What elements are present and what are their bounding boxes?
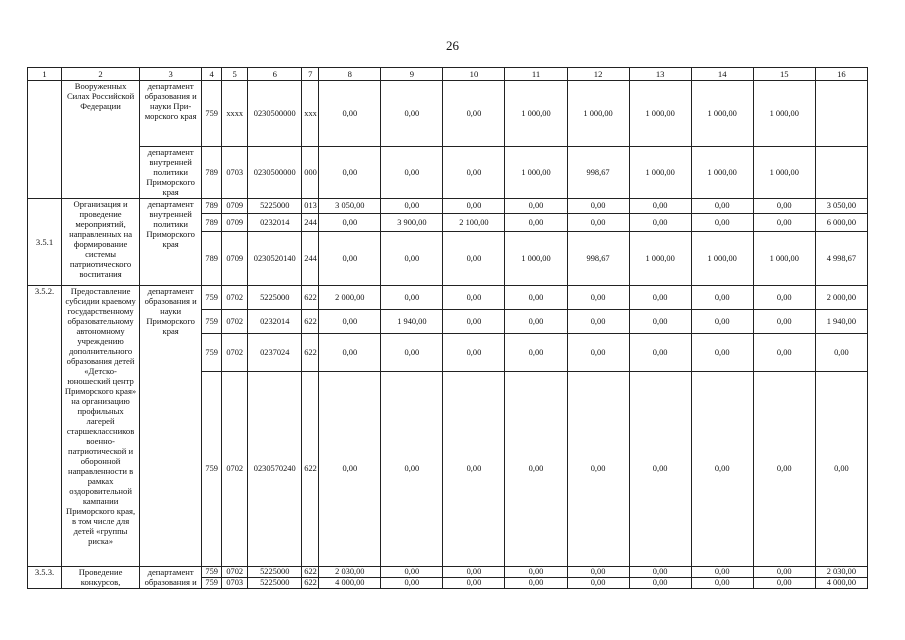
header-cell-11: 11: [505, 68, 567, 81]
header-cell-4: 4: [202, 68, 222, 81]
cell-grbs: 789: [202, 232, 222, 286]
cell-amount-8: 0,00: [319, 310, 381, 334]
cell-amount-9: 0,00: [381, 232, 443, 286]
cell-amount-15: 0,00: [753, 578, 815, 589]
cell-amount-9: 0,00: [381, 372, 443, 567]
cell-amount-10: 0,00: [443, 286, 505, 310]
cell-rzpr: 0702: [222, 310, 248, 334]
cell-rzpr: 0703: [222, 147, 248, 199]
row-name-cell: Вооруженных Силах Российской Федерации: [62, 81, 140, 199]
cell-amount-14: 0,00: [691, 334, 753, 372]
cell-amount-12: 0,00: [567, 310, 629, 334]
cell-rzpr: 0703: [222, 578, 248, 589]
cell-amount-13: 0,00: [629, 214, 691, 232]
header-cell-15: 15: [753, 68, 815, 81]
header-cell-3: 3: [140, 68, 202, 81]
cell-amount-12: 0,00: [567, 286, 629, 310]
cell-grbs: 789: [202, 147, 222, 199]
header-cell-13: 13: [629, 68, 691, 81]
cell-amount-9: 0,00: [381, 81, 443, 147]
cell-vr: 013: [302, 199, 319, 214]
cell-amount-12: 0,00: [567, 199, 629, 214]
cell-amount-10: 0,00: [443, 310, 505, 334]
cell-amount-9: 0,00: [381, 334, 443, 372]
cell-amount-8: 3 050,00: [319, 199, 381, 214]
cell-csr: 0230500000: [248, 81, 302, 147]
table-row: [28, 567, 868, 578]
cell-amount-13: 1 000,00: [629, 81, 691, 147]
row-name-cell: Проведение конкурсов,: [62, 567, 140, 589]
cell-vr: 244: [302, 214, 319, 232]
cell-vr: 000: [302, 147, 319, 199]
header-cell-10: 10: [443, 68, 505, 81]
cell-vr: xxx: [302, 81, 319, 147]
cell-amount-13: 0,00: [629, 578, 691, 589]
cell-amount-11: 1 000,00: [505, 147, 567, 199]
cell-amount-13: 0,00: [629, 334, 691, 372]
cell-amount-11: 0,00: [505, 310, 567, 334]
cell-amount-10: 0,00: [443, 199, 505, 214]
cell-rzpr: 0702: [222, 372, 248, 567]
cell-amount-14: 0,00: [691, 567, 753, 578]
cell-csr: 5225000: [248, 286, 302, 310]
row-number-cell: 3.5.3.: [28, 567, 62, 589]
cell-amount-9: 3 900,00: [381, 214, 443, 232]
cell-amount-8: 0,00: [319, 372, 381, 567]
cell-rzpr: 0709: [222, 199, 248, 214]
cell-amount-11: 0,00: [505, 214, 567, 232]
cell-amount-13: 0,00: [629, 286, 691, 310]
cell-amount-11: 1 000,00: [505, 232, 567, 286]
cell-vr: 622: [302, 310, 319, 334]
cell-amount-14: 0,00: [691, 578, 753, 589]
row-name-cell: Организация и проведение мероприятий, направленных на формирование системы патриотического воспитания: [62, 199, 140, 286]
header-cell-7: 7: [302, 68, 319, 81]
table-row: [28, 147, 868, 199]
cell-amount-11: 0,00: [505, 578, 567, 589]
cell-amount-12: 0,00: [567, 578, 629, 589]
cell-amount-16: 2 000,00: [815, 286, 867, 310]
cell-grbs: 789: [202, 214, 222, 232]
cell-amount-11: 0,00: [505, 334, 567, 372]
table-row: [28, 81, 868, 147]
cell-amount-15: 0,00: [753, 334, 815, 372]
cell-amount-10: 0,00: [443, 578, 505, 589]
cell-amount-15: 0,00: [753, 214, 815, 232]
cell-amount-8: 2 030,00: [319, 567, 381, 578]
cell-amount-15: 0,00: [753, 199, 815, 214]
cell-vr: 622: [302, 334, 319, 372]
header-cell-6: 6: [248, 68, 302, 81]
cell-amount-15: 1 000,00: [753, 232, 815, 286]
cell-amount-12: 1 000,00: [567, 81, 629, 147]
cell-amount-16: 4 000,00: [815, 578, 867, 589]
cell-csr: 5225000: [248, 578, 302, 589]
budget-table: [27, 67, 868, 589]
cell-rzpr: 0709: [222, 232, 248, 286]
cell-amount-8: 0,00: [319, 232, 381, 286]
cell-amount-8: 0,00: [319, 147, 381, 199]
cell-amount-9: 0,00: [381, 567, 443, 578]
cell-amount-13: 1 000,00: [629, 232, 691, 286]
cell-amount-12: 0,00: [567, 372, 629, 567]
cell-amount-12: 998,67: [567, 147, 629, 199]
cell-amount-15: 0,00: [753, 286, 815, 310]
cell-amount-16: [815, 147, 867, 199]
cell-amount-10: 0,00: [443, 334, 505, 372]
cell-grbs: 759: [202, 81, 222, 147]
cell-amount-11: 0,00: [505, 199, 567, 214]
header-cell-9: 9: [381, 68, 443, 81]
row-dept-cell: департамент образования и науки При-морского края: [140, 81, 202, 147]
cell-amount-16: 1 940,00: [815, 310, 867, 334]
cell-amount-11: 0,00: [505, 286, 567, 310]
cell-rzpr: 0709: [222, 214, 248, 232]
cell-amount-8: 4 000,00: [319, 578, 381, 589]
header-cell-14: 14: [691, 68, 753, 81]
cell-amount-10: 0,00: [443, 232, 505, 286]
cell-amount-10: 0,00: [443, 147, 505, 199]
cell-csr: 0230520140: [248, 232, 302, 286]
cell-amount-10: 2 100,00: [443, 214, 505, 232]
cell-amount-13: 0,00: [629, 567, 691, 578]
table-body: [28, 68, 868, 589]
cell-rzpr: 0702: [222, 286, 248, 310]
cell-amount-12: 998,67: [567, 232, 629, 286]
cell-rzpr: xxxx: [222, 81, 248, 147]
cell-amount-12: 0,00: [567, 567, 629, 578]
cell-amount-12: 0,00: [567, 334, 629, 372]
cell-csr: 0230570240: [248, 372, 302, 567]
cell-vr: 622: [302, 578, 319, 589]
cell-amount-14: 0,00: [691, 310, 753, 334]
table-row: [28, 199, 868, 214]
header-cell-12: 12: [567, 68, 629, 81]
row-dept-cell: департамент внутренней политики Приморского края: [140, 147, 202, 199]
row-name-cell: Предоставление субсидии краевому государственному образовательному автономному учреждению дополнительного образования детей «Детско-юношеский центр Приморского края» на организацию профильных лагерей старшеклассников военно-патриотической и оборонной направленности в рамках оздоровительной кампании Приморского края, в том числе для детей «группы риска»: [62, 286, 140, 567]
cell-rzpr: 0702: [222, 567, 248, 578]
row-number-cell: [28, 81, 62, 199]
cell-csr: 0232014: [248, 214, 302, 232]
cell-amount-15: 1 000,00: [753, 147, 815, 199]
cell-amount-14: 0,00: [691, 214, 753, 232]
cell-amount-8: 0,00: [319, 214, 381, 232]
cell-amount-14: 0,00: [691, 372, 753, 567]
cell-amount-15: 1 000,00: [753, 81, 815, 147]
cell-amount-12: 0,00: [567, 214, 629, 232]
cell-amount-13: 0,00: [629, 310, 691, 334]
cell-rzpr: 0702: [222, 334, 248, 372]
row-number-cell: 3.5.2.: [28, 286, 62, 567]
cell-amount-15: 0,00: [753, 567, 815, 578]
cell-csr: 5225000: [248, 199, 302, 214]
cell-grbs: 759: [202, 310, 222, 334]
cell-amount-16: 0,00: [815, 334, 867, 372]
cell-amount-14: 1 000,00: [691, 147, 753, 199]
cell-amount-16: [815, 81, 867, 147]
cell-csr: 5225000: [248, 567, 302, 578]
cell-amount-10: 0,00: [443, 372, 505, 567]
cell-amount-16: 6 000,00: [815, 214, 867, 232]
cell-amount-14: 1 000,00: [691, 232, 753, 286]
cell-amount-16: 3 050,00: [815, 199, 867, 214]
cell-grbs: 759: [202, 578, 222, 589]
cell-amount-11: 1 000,00: [505, 81, 567, 147]
cell-amount-15: 0,00: [753, 372, 815, 567]
cell-vr: 622: [302, 286, 319, 310]
cell-amount-14: 0,00: [691, 199, 753, 214]
cell-amount-9: 1 940,00: [381, 310, 443, 334]
cell-amount-13: 0,00: [629, 199, 691, 214]
row-dept-cell: департамент образования и науки Приморского края: [140, 286, 202, 567]
header-cell-16: 16: [815, 68, 867, 81]
cell-amount-14: 0,00: [691, 286, 753, 310]
cell-csr: 0232014: [248, 310, 302, 334]
cell-amount-8: 2 000,00: [319, 286, 381, 310]
page-number: 26: [446, 38, 459, 53]
header-cell-1: 1: [28, 68, 62, 81]
table-row: [28, 286, 868, 310]
cell-amount-16: 0,00: [815, 372, 867, 567]
cell-amount-11: 0,00: [505, 372, 567, 567]
cell-amount-10: 0,00: [443, 81, 505, 147]
cell-amount-9: 0,00: [381, 147, 443, 199]
cell-grbs: 759: [202, 372, 222, 567]
row-dept-cell: департамент образования и: [140, 567, 202, 589]
cell-vr: 622: [302, 567, 319, 578]
header-row: [28, 68, 868, 81]
cell-amount-14: 1 000,00: [691, 81, 753, 147]
row-number-cell: 3.5.1: [28, 199, 62, 286]
header-cell-2: 2: [62, 68, 140, 81]
cell-amount-16: 2 030,00: [815, 567, 867, 578]
cell-grbs: 789: [202, 199, 222, 214]
cell-amount-8: 0,00: [319, 81, 381, 147]
cell-grbs: 759: [202, 286, 222, 310]
header-cell-8: 8: [319, 68, 381, 81]
cell-amount-9: 0,00: [381, 199, 443, 214]
cell-vr: 244: [302, 232, 319, 286]
cell-amount-15: 0,00: [753, 310, 815, 334]
cell-amount-9: 0,00: [381, 578, 443, 589]
cell-amount-10: 0,00: [443, 567, 505, 578]
cell-vr: 622: [302, 372, 319, 567]
row-dept-cell: департамент внутренней политики Приморского края: [140, 199, 202, 286]
cell-amount-16: 4 998,67: [815, 232, 867, 286]
cell-amount-13: 1 000,00: [629, 147, 691, 199]
cell-amount-13: 0,00: [629, 372, 691, 567]
cell-csr: 0230500000: [248, 147, 302, 199]
cell-grbs: 759: [202, 567, 222, 578]
header-cell-5: 5: [222, 68, 248, 81]
cell-grbs: 759: [202, 334, 222, 372]
cell-csr: 0237024: [248, 334, 302, 372]
cell-amount-8: 0,00: [319, 334, 381, 372]
cell-amount-11: 0,00: [505, 567, 567, 578]
cell-amount-9: 0,00: [381, 286, 443, 310]
